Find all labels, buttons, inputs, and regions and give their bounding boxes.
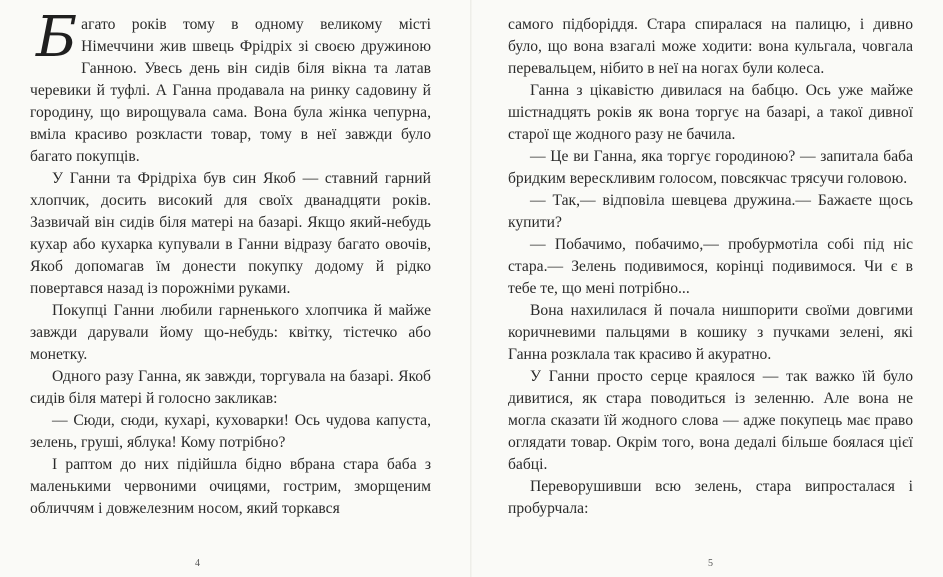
paragraph: Покупці Ганни любили гарненького хлопчика й майже завжди дарували йому що-небудь: квітку, тістечко або монетку. xyxy=(30,302,431,363)
paragraph: — Сюди, сюди, кухарі, куховарки! Ось чудова капуста, зелень, груші, яблука! Кому потрібно? xyxy=(30,412,431,451)
paragraph: — Так,— відповіла шевцева дружина.— Бажаєте щось купити? xyxy=(508,192,913,231)
paragraph: Переворушивши всю зелень, стара випросталася і пробурчала: xyxy=(508,478,913,517)
left-page xyxy=(0,0,471,577)
opening-paragraph xyxy=(30,5,431,168)
drop-cap: Б xyxy=(36,5,78,70)
left-page-text xyxy=(30,5,431,520)
right-page-text xyxy=(508,14,913,520)
paragraph-text: агато років тому в одному великому місті Німеччини жив швець Фрідріх зі своєю дружиною Ганною. Увесь день він сидів біля вікна та латав черевики й туфлі. А Ганна продавала на ринку садовину й городину, що вирощувала сама. Вона була жінка чепурна, вміла красиво розкласти товар, тому в неї завжди було багато покупців. xyxy=(30,16,431,165)
paragraph: — Побачимо, побачимо,— пробурмотіла собі під ніс стара.— Зелень подивимося, корінці подивимося. Чи є в тебе те, що мені потрібно... xyxy=(508,236,913,297)
paragraph: Вона нахилилася й почала нишпорити своїми довгими коричневими пальцями в кошику з пучками зелені, які Ганна розклала так красиво й акуратно. xyxy=(508,302,913,363)
paragraph: самого підборіддя. Стара спиралася на палицю, і дивно було, що вона взагалі може ходити: вона кульгала, човгала перевальцем, нібито в неї на ногах були колеса. xyxy=(508,16,913,77)
paragraph: У Ганни та Фрідріха був син Якоб — ставний гарний хлопчик, досить високий для своїх дванадцяти років. Зазвичай він сидів біля матері на базарі. Якщо який-небудь кухар або кухарка купували в Ганни відразу багато овочів, Якоб допомагав їм донести покупку додому й рідко повертався назад із порожніми руками. xyxy=(30,170,431,297)
right-page xyxy=(472,0,943,577)
paragraph: Одного разу Ганна, як завжди, торгувала на базарі. Якоб сидів біля матері й голосно закликав: xyxy=(30,368,431,407)
page-number: 5 xyxy=(708,558,713,569)
paragraph: У Ганни просто серце краялося — так важко їй було дивитися, як стара поводиться із зеленню. Але вона не могла сказати їй жодного слова — адже покупець має право оглядати товар. Окрім того, вона дедалі більше боялася цієї бабці. xyxy=(508,368,913,473)
page-number: 4 xyxy=(195,558,200,569)
paragraph: І раптом до них підійшла бідно вбрана стара баба з маленькими червоними очицями, гострим, зморщеним обличчям і довжелезним носом, який торкався xyxy=(30,456,431,517)
paragraph: Ганна з цікавістю дивилася на бабцю. Ось уже майже шістнадцять років як вона торгує на базарі, а такої дивної старої ще жодного разу не бачила. xyxy=(508,82,913,143)
paragraph: — Це ви Ганна, яка торгує городиною? — запитала баба бридким верескливим голосом, повсякчас трясучи головою. xyxy=(508,148,913,187)
